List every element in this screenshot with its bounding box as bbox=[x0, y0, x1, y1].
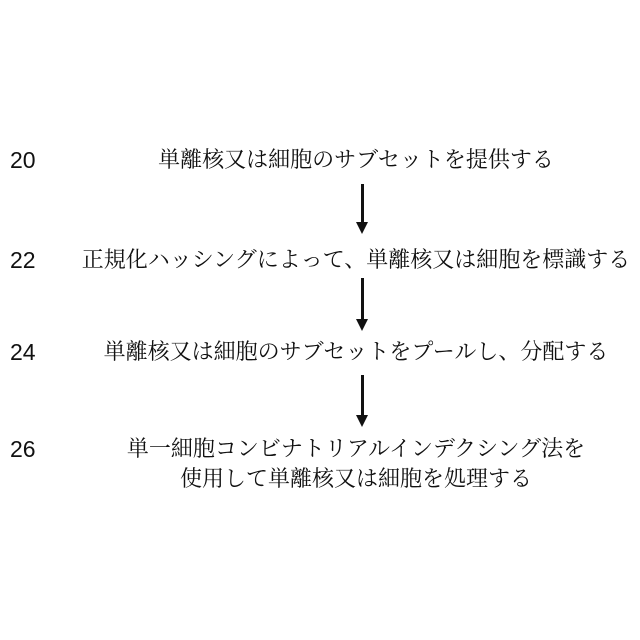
step-ref-number-26: 26 bbox=[10, 436, 36, 462]
step-ref-number-20: 20 bbox=[10, 147, 36, 173]
step-label-provide-subsets: 単離核又は細胞のサブセットを提供する bbox=[158, 147, 554, 172]
arrow-head bbox=[356, 222, 368, 234]
arrow-shaft bbox=[361, 184, 364, 222]
arrow-shaft bbox=[361, 375, 364, 415]
step-label-process-sci-method: 単一細胞コンビナトリアルインデクシング法を 使用して単離核又は細胞を処理する bbox=[126, 436, 586, 491]
step-ref-number-22: 22 bbox=[10, 247, 36, 273]
arrow-down-icon bbox=[356, 184, 368, 234]
arrow-head bbox=[356, 415, 368, 427]
arrow-head bbox=[356, 319, 368, 331]
step-label-label-by-hashing: 正規化ハッシングによって、単離核又は細胞を標識する bbox=[81, 247, 631, 272]
arrow-down-icon bbox=[356, 375, 368, 427]
step-label-pool-distribute: 単離核又は細胞のサブセットをプールし、分配する bbox=[103, 339, 609, 364]
step-ref-number-24: 24 bbox=[10, 339, 36, 365]
arrow-shaft bbox=[361, 278, 364, 319]
arrow-down-icon bbox=[356, 278, 368, 331]
